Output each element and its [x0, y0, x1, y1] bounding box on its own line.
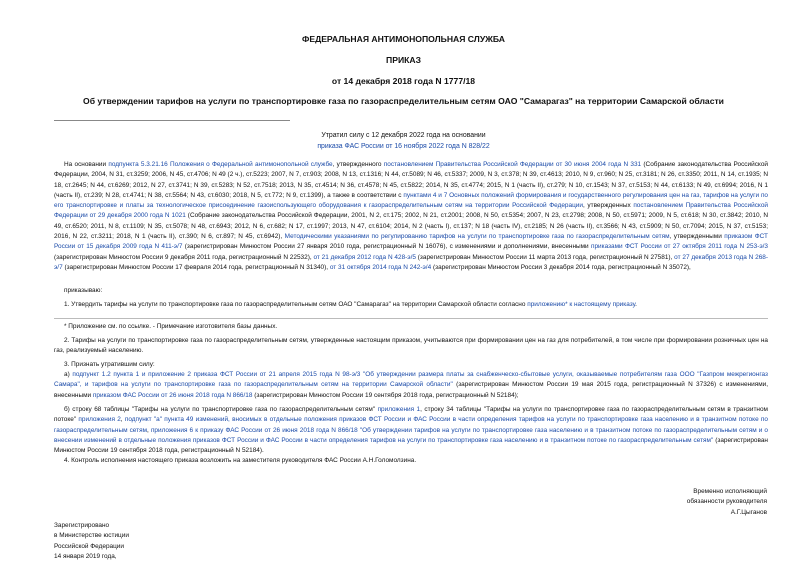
preamble-text-3: (Собрание законодательства Российской Федерации, 2004, N 31, ст.3259; 2006, N 45, ст.4706; N 49 (2 ч.), ст.5223; 2007, N 7, ст.903; 2008, N 13, ст.1316; N 44, ст.5089; N 46, ст.5337; 2009, N 3, ст.378; N 39, ст.4613; 2010, N 9, ст.960; N 25, ст.3181; N 26, ст.3350; 2011, N 14, ст.1935; N 18, ст.2645; N 44, ст.6269; 2012, N 27, ст.3741; N 39, ст.5283; N 52, ст.7518; 2013, N 35, ст.4514; N 36, ст.4578; N 45, ст.5822; 2014, N 35, ст.4774; 2015, N 1 (часть II), ст.279; N 10, ст.1543; N 37, ст.5153; N 44, ст.6133; N 49, ст.6994; 2016, N 1 (часть II), ст.239; N 28, ст.4741; N 38, ст.5564; N 43, ст.6030; 2018, N 5, ст.772; N 9, ст.1399), а также в соответствии с: [54, 161, 769, 199]
preamble-text-9: (зарегистрирован Минюстом России 11 марта 2013 года, регистрационный N 27581),: [415, 253, 675, 261]
registration-line-3: Российской Федерации: [54, 542, 125, 550]
signature-name: А.Г.Цыганов: [730, 508, 767, 516]
preamble-text-4: , утвержденных: [582, 202, 634, 210]
agency-name: ФЕДЕРАЛЬНАЯ АНТИМОНОПОЛЬНАЯ СЛУЖБА: [302, 34, 505, 44]
footnote: * Приложение см. по ссылке. - Примечание изготовителя базы данных.: [64, 323, 278, 330]
registration-line-4: 14 января 2019 года,: [54, 552, 117, 560]
link-appendix-2[interactable]: приложения 2: [78, 416, 121, 424]
order-keyword: приказываю:: [64, 287, 103, 294]
item-3: 3. Признать утратившим силу:: [64, 361, 155, 368]
status-note: Утратил силу с 12 декабря 2022 года на основании: [321, 132, 486, 139]
link-government-decree-1021[interactable]: постановлением Правительства Российской Федерации от 29 декабря 2000 года N 1021: [54, 202, 768, 220]
link-fst-order-411[interactable]: приказом ФСТ России от 15 декабря 2009 года N 411-э/7: [54, 233, 768, 251]
item-3b-text-4: ,: [147, 426, 151, 434]
doc-type: ПРИКАЗ: [386, 55, 421, 65]
link-fas-regulation[interactable]: подпункта 5.3.21.16 Положения о Федеральной антимонопольной службе: [108, 161, 333, 168]
link-appendix-1[interactable]: приложения 1: [377, 406, 421, 413]
preamble-text-7: (зарегистрирован Минюстом России 27 января 2010 года, регистрационный N 16076), с изменениями и дополнениями, внесенными: [182, 243, 591, 251]
item-1-end: .: [635, 301, 637, 308]
item-3b-text-3: ,: [120, 416, 125, 424]
preamble-text-11: (зарегистрирован Минюстом России 3 декабря 2014 года, регистрационный N 35072),: [431, 263, 691, 271]
item-3b-text-2: , строку 34 таблицы "Тарифы на услуги по транспортировке газа по газораспределительным сетям в транзитном потоке": [54, 406, 768, 424]
preamble-paragraph: [54, 160, 768, 273]
item-3b-text-1: б) строку 68 таблицы "Тарифы на услуги по транспортировке газа по газораспределительным сетям": [64, 406, 378, 413]
registration-block: [54, 521, 254, 562]
link-order-268[interactable]: от 27 декабря 2013 года N 268-э/7: [54, 253, 768, 271]
link-methodological-guidelines[interactable]: Методическими указаниями по регулированию тарифов на услуги по транспортировке газа по газораспределительным сетям: [284, 233, 670, 241]
link-government-decree-331[interactable]: постановлением Правительства Российской Федерации от 30 июня 2004 года N 331: [383, 161, 642, 168]
doc-title: Об утверждении тарифов на услуги по транспортировке газа по газораспределительным сетям ОАО "Самарагаз" на территории Самарской области: [83, 96, 724, 106]
link-fas-order-866[interactable]: приказом ФАС России от 26 июня 2018 года N 866/18: [92, 391, 253, 399]
item-3a: [54, 370, 768, 401]
item-3b: [54, 405, 768, 456]
preamble-text-6: , утвержденными: [669, 233, 725, 241]
item-3a-text-1: а): [64, 371, 73, 378]
registration-line-1: Зарегистрировано: [54, 522, 110, 529]
link-fst-order-253[interactable]: приказами ФСТ России от 27 октября 2011 года N 253-э/3: [590, 243, 769, 251]
preamble-text-5: (Собрание законодательства Российской Федерации, 2001, N 2, ст.175; 2002, N 21, ст.2001; 2008, N 50, ст.5354; 2007, N 23, ст.2798; 2008, N 50, ст.5971; 2009, N 5, ст.618; N 30, ст.3842; 2010, N 49, ст.6520; 2011, N 8, ст.1109; N 35, ст.5078; N 48, ст.6943; 2012, N 6, ст.682; N 17, ст.1997; 2013, N 47, ст.6104; 2014, N 2 (часть I), ст.137; N 18 (часть IV), ст.2185; N 26 (часть II), ст.3566; N 43, ст.5909; N 50, ст.7094; 2015, N 37, ст.5153; 2016, N 22, ст.3211; 2018, N 1 (часть II), ст.390; N 6, ст.897; N 45, ст.6942),: [54, 212, 769, 241]
link-subitem-49a[interactable]: подпункт "а" пункта 49 изменений, вносимых в отдельные положения приказов ФСТ России и ФАС России в части определения тарифов на услуги по транспортировке газа населению и в транзитном потоке по газораспределительным сетям: [54, 416, 768, 434]
doc-date: от 14 декабря 2018 года N 1777/18: [331, 76, 476, 86]
footnote-divider: [54, 318, 768, 319]
title-divider: [54, 120, 290, 121]
status-link[interactable]: приказа ФАС России от 16 ноября 2022 года N 828/22: [317, 143, 490, 150]
preamble-text-8: (зарегистрирован Минюстом России 9 декабря 2011 года, регистрационный N 22532),: [54, 253, 314, 261]
signature-block: [547, 487, 767, 518]
link-order-242[interactable]: от 31 октября 2014 года N 242-э/4: [329, 263, 432, 271]
link-appendix-6-order-866[interactable]: приложения 6 к приказу ФАС России от 26 июня 2018 года N 866/18 "Об утверждении тарифов на услуги по транспортировке газа населению и в транзитном потоке по газораспределительным сетям и о внесении изменений в отдельные положения приказов ФСТ России и ФАС России в части определения тарифов на услуги по транспортировке газа населению и в транзитном потоке по газораспределительным сетям": [54, 426, 768, 444]
preamble-text-10: (зарегистрирован Минюстом России 17 февраля 2014 года, регистрационный N 31340),: [62, 263, 330, 271]
item-1-text: 1. Утвердить тарифы на услуги по транспортировке газа по газораспределительным сетям ОАО "Самарагаз" на территории Самарской области согласно: [64, 301, 528, 308]
link-appendix[interactable]: приложению* к настоящему приказу: [527, 301, 636, 308]
item-2: 2. Тарифы на услуги по транспортировке газа по газораспределительным сетям, утвержденные настоящим приказом, учитываются при формировании цен на газ для потребителей, в том числе при формировании розничных цен на газ, реализуемый населению.: [54, 337, 768, 355]
status-note-line2: [0, 143, 807, 150]
link-fst-order-98[interactable]: подпункт 1.2 пункта 1 и приложение 2 приказа ФСТ России от 21 апреля 2015 года N 98-э/3 "Об утверждении размера платы за снабженческо-сбытовые услуги, оказываемые потребителям газа ООО "Газпром межрегионгаз Самара", и тарифов на услуги по транспортировке газа по газораспределительным сетям на территории Самарской области": [54, 371, 768, 389]
registration-line-2: в Министерстве юстиции: [54, 532, 129, 540]
signature-line-2: обязанности руководителя: [686, 498, 767, 506]
signature-line-1: Временно исполняющий: [693, 488, 767, 495]
item-3a-text-3: (зарегистрирован Минюстом России 19 сентября 2018 года, регистрационный N 52184);: [252, 391, 519, 399]
link-basic-provisions[interactable]: пунктами 4 и 7 Основных положений формирования и государственного регулирования цен на газ, тарифов на услуги по его транспортировке и платы за технологическое присоединение газоиспользующего оборудования к газораспределительным сетям на территории Российской Федерации: [54, 191, 769, 210]
link-order-428[interactable]: от 21 декабря 2012 года N 428-э/5: [313, 253, 416, 261]
item-1: [54, 300, 768, 310]
item-3b-text-5: (зарегистрирован Минюстом России 19 сентября 2018 года, регистрационный N 52184).: [54, 436, 768, 455]
item-3a-text-2: (зарегистрирован Минюстом России 19 мая 2015 года, регистрационный N 37326) с изменениями, внесенными: [54, 381, 769, 399]
preamble-text-2: , утвержденного: [332, 161, 384, 168]
item-4: 4. Контроль исполнения настоящего приказа возложить на заместителя руководителя ФАС России А.Н.Голомолзина.: [64, 457, 417, 464]
preamble-text-1: На основании: [64, 161, 109, 168]
